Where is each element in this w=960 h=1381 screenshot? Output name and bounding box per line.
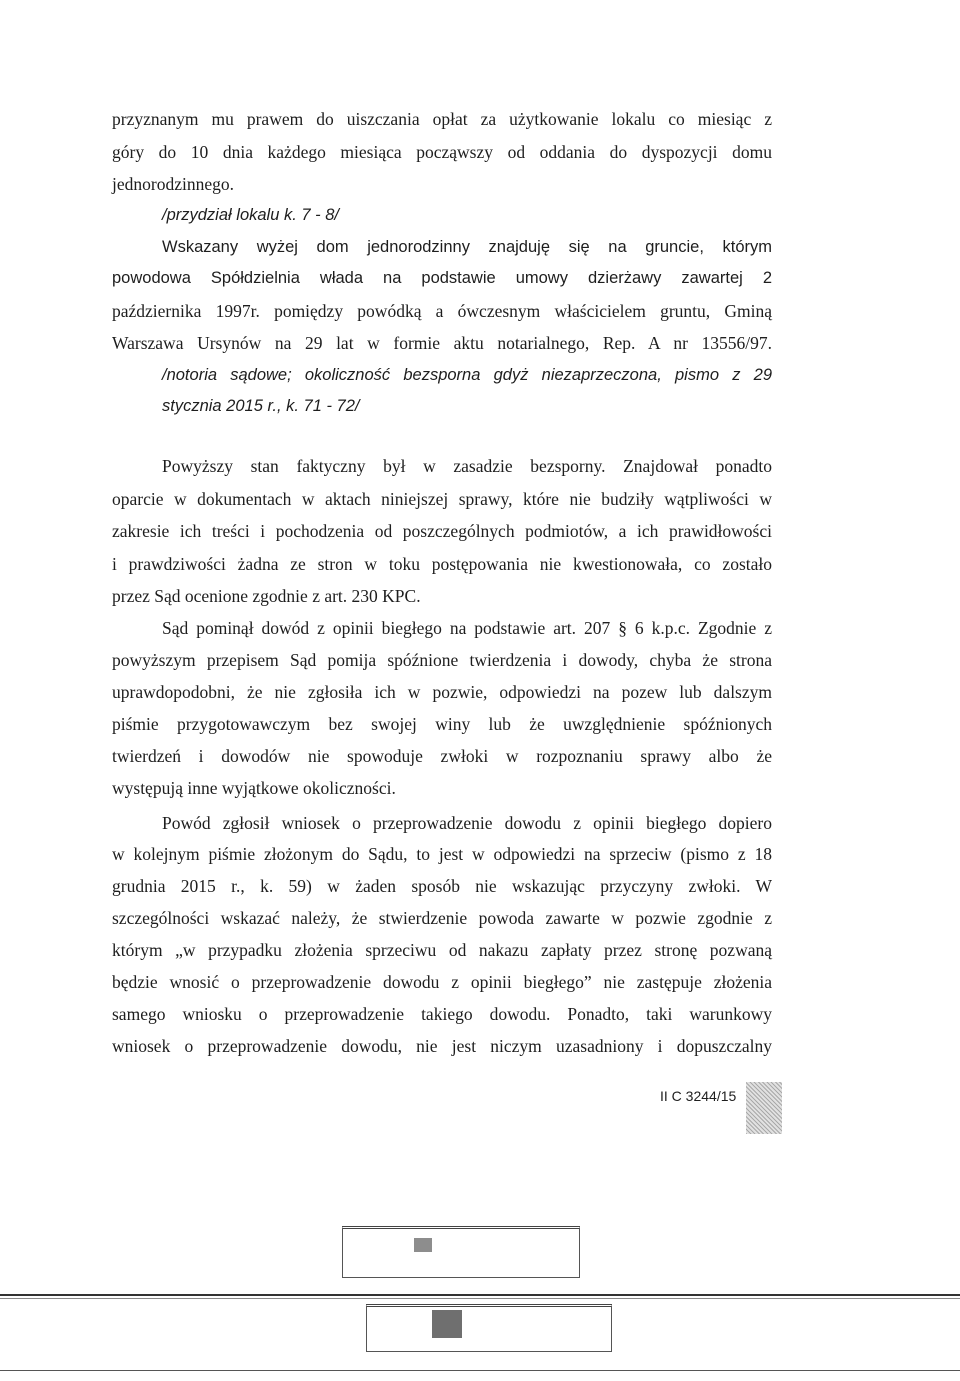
text-line: jednorodzinnego. — [112, 174, 234, 194]
text-line: w kolejnym piśmie złożonym do Sądu, to jest w odpowiedzi na sprzeciw (pismo z 18 — [112, 844, 772, 864]
scan-artifact-frame — [366, 1304, 612, 1352]
scan-edge-line — [0, 1294, 960, 1296]
case-number: II C 3244/15 — [660, 1088, 737, 1104]
text-line: twierdzeń i dowodów nie spowoduje zwłoki w rozpoznaniu sprawy albo że — [112, 746, 772, 766]
text-line: samego wniosku o przeprowadzenie takiego dowodu. Ponadto, taki warunkowy — [112, 1004, 772, 1024]
text-line: wniosek o przeprowadzenie dowodu, nie jest niczym uzasadniony i dopuszczalny — [112, 1036, 772, 1056]
text-line: góry do 10 dnia każdego miesiąca począwszy od oddania do dyspozycji domu — [112, 142, 772, 162]
text-line: zakresie ich treści i pochodzenia od poszczególnych podmiotów, a ich prawidłowości — [112, 521, 772, 541]
text-line: Powyższy stan faktyczny był w zasadzie bezsporny. Znajdował ponadto — [162, 456, 772, 476]
text-line: powodowa Spółdzielnia włada na podstawie umowy dzierżawy zawartej 2 — [112, 269, 772, 287]
text-line: występują inne wyjątkowe okoliczności. — [112, 778, 396, 798]
text-line: piśmie przygotowawczym bez swojej winy lub że uwzględnienie spóźnionych — [112, 714, 772, 734]
scan-edge-line — [0, 1370, 960, 1371]
text-line: oparcie w dokumentach w aktach niniejszej sprawy, które nie budziły wątpliwości w — [112, 489, 772, 509]
citation-line: stycznia 2015 r., k. 71 - 72/ — [162, 397, 360, 415]
citation-line: /notoria sądowe; okoliczność bezsporna gdyż niezaprzeczona, pismo z 29 — [162, 366, 772, 384]
scan-artifact-mark — [414, 1238, 432, 1252]
scan-edge-line — [0, 1298, 960, 1299]
text-line: uprawdopodobni, że nie zgłosiła ich w pozwie, odpowiedzi na pozew lub dalszym — [112, 682, 772, 702]
text-line: grudnia 2015 r., k. 59) w żaden sposób nie wskazując przyczyny zwłoki. W — [112, 876, 772, 896]
text-line: przez Sąd ocenione zgodnie z art. 230 KPC. — [112, 586, 421, 606]
text-line: którym „w przypadku złożenia sprzeciwu od nakazu zapłaty przez stronę pozwaną — [112, 940, 772, 960]
scan-artifact-mark — [432, 1310, 462, 1338]
citation-line: /przydział lokalu k. 7 - 8/ — [162, 206, 339, 224]
text-line: będzie wnosić o przeprowadzenie dowodu z opinii biegłego” nie zastępuje złożenia — [112, 972, 772, 992]
text-line: szczególności wskazać należy, że stwierdzenie powoda zawarte w pozwie zgodnie z — [112, 908, 772, 928]
scan-artifact-frame — [342, 1226, 580, 1278]
text-line: października 1997r. pomiędzy powódką a ówczesnym właścicielem gruntu, Gminą — [112, 301, 772, 321]
page-stamp-icon — [746, 1082, 782, 1134]
text-line: Wskazany wyżej dom jednorodzinny znajduję się na gruncie, którym — [162, 238, 772, 256]
text-line: Powód zgłosił wniosek o przeprowadzenie dowodu z opinii biegłego dopiero — [162, 813, 772, 833]
text-line: przyznanym mu prawem do uiszczania opłat za użytkowanie lokalu co miesiąc z — [112, 109, 772, 129]
text-line: Sąd pominął dowód z opinii biegłego na podstawie art. 207 § 6 k.p.c. Zgodnie z — [162, 618, 772, 638]
text-line: Warszawa Ursynów na 29 lat w formie aktu notarialnego, Rep. A nr 13556/97. — [112, 333, 772, 353]
text-line: i prawdziwości żadna ze stron w toku postępowania nie kwestionowała, co zostało — [112, 554, 772, 574]
text-line: powyższym przepisem Sąd pomija spóźnione twierdzenia i dowody, chyba że strona — [112, 650, 772, 670]
